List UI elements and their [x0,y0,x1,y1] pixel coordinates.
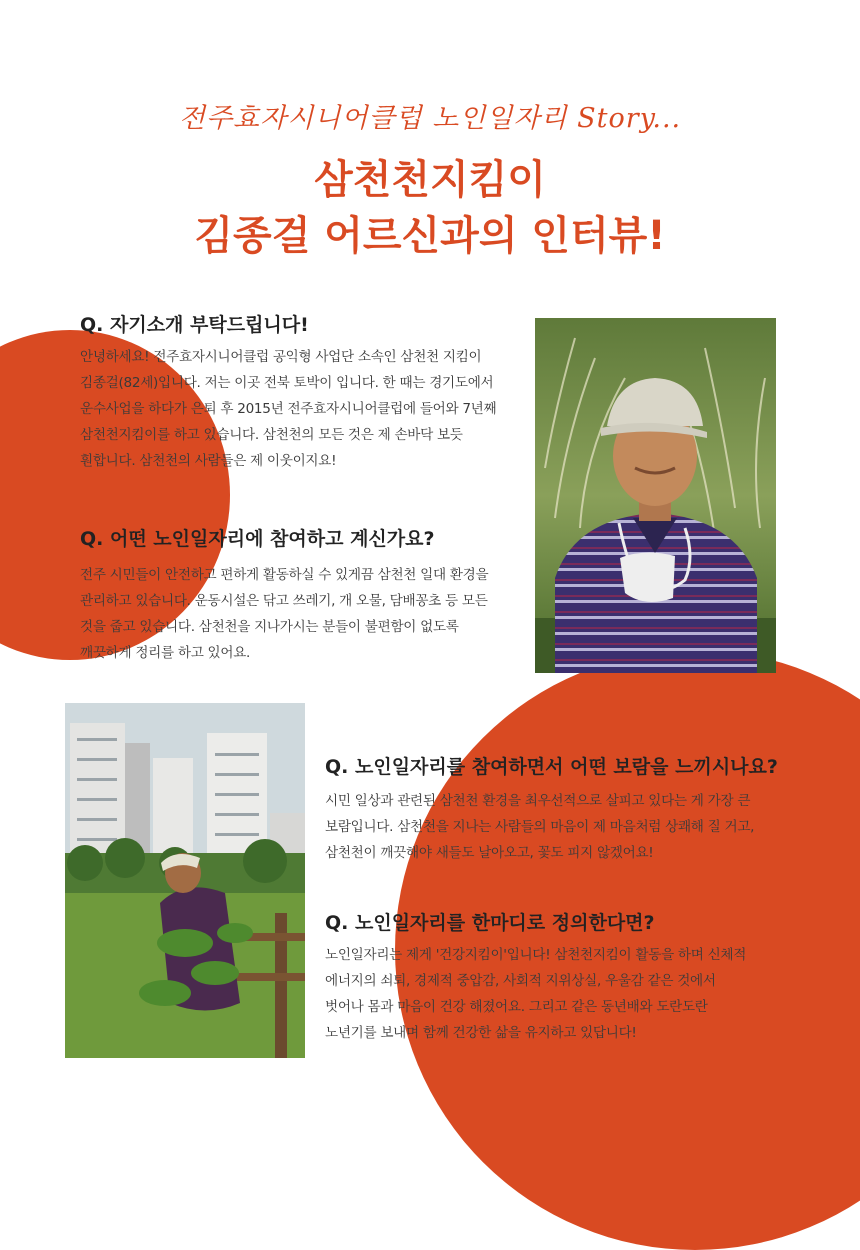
title-line-2: 김종걸 어르신과의 인터뷰! [194,213,666,259]
answer-2: 전주 시민들이 안전하고 편하게 활동하실 수 있게끔 삼천천 일대 환경을 관리하고 있습니다. 운동시설은 닦고 쓰레기, 개 오물, 담배꽁초 등 모든 것을 줍고 있습니다. 삼천천을 지나가시는 분들이 불편함이 없도록 깨끗하게 정리를 하고 있어요. [80,567,489,661]
question-2: Q. 어떤 노인일자리에 참여하고 계신가요? [80,528,435,550]
page-title [0,152,860,264]
riverside-work-photo [65,703,305,1058]
interviewee-portrait-photo [535,318,776,673]
question-3: Q. 노인일자리를 참여하면서 어떤 보람을 느끼시나요? [325,756,778,778]
question-4: Q. 노인일자리를 한마디로 정의한다면? [325,912,655,934]
question-1: Q. 자기소개 부탁드립니다! [80,314,309,336]
title-line-1: 삼천천지킴이 [314,157,546,203]
answer-1: 안녕하세요! 전주효자시니어클럽 공익형 사업단 소속인 삼천천 지킴이 김종걸(82세)입니다. 저는 이곳 전북 토박이 입니다. 한 때는 경기도에서 운수사업을 하다가 은퇴 후 2015년 전주효자시니어클럽에 들어와 7년째 삼천천지킴이를 하고 있습니다. 삼천천의 모든 것은 제 손바닥 보듯 훤합니다. 삼천천의 사람들은 제 이웃이지요! [80,349,497,469]
answer-3: 시민 일상과 관련된 삼천천 환경을 최우선적으로 살피고 있다는 게 가장 큰 보람입니다. 삼천천을 지나는 사람들의 마음이 제 마음처럼 상쾌해 질 거고, 삼천천이 깨끗해야 새들도 날아오고, 꽃도 피지 않겠어요! [325,793,755,861]
park-illustration [65,703,305,1058]
portrait-illustration [535,318,776,673]
page-subtitle: 전주효자시니어클럽 노인일자리 Story... [178,103,682,134]
answer-4: 노인일자리는 제게 '건강지킴이'입니다! 삼천천지킴이 활동을 하며 신체적 에너지의 쇠퇴, 경제적 중압감, 사회적 지위상실, 우울감 같은 것에서 벗어나 몸과 마음이 건강 해졌어요. 그리고 같은 동년배와 도란도란 노년기를 보내며 함께 건강한 삶을 유지하고 있답니다! [325,947,747,1041]
